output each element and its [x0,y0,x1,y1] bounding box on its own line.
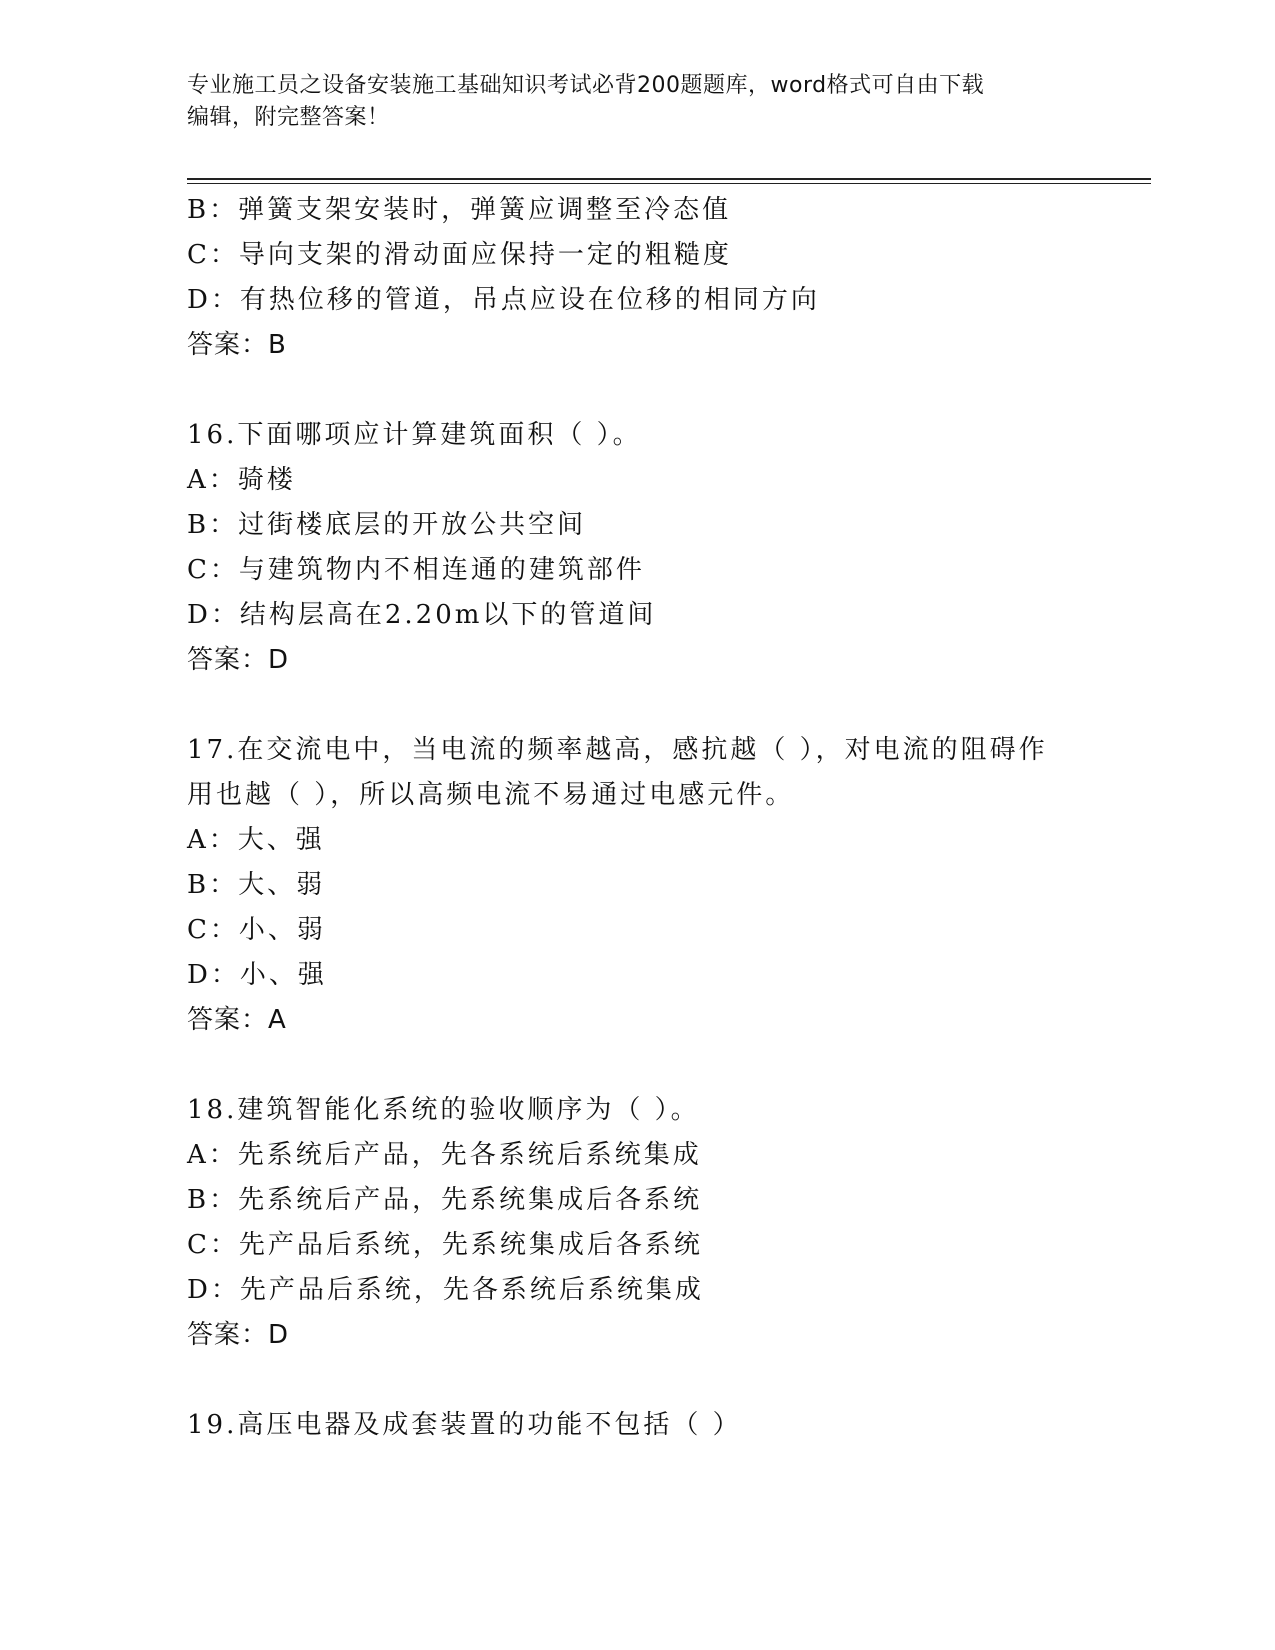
option-c: C：先产品后系统，先系统集成后各系统 [187,1230,703,1260]
question-18 [187,1088,1151,1358]
option-b: B：弹簧支架安装时，弹簧应调整至冷态值 [187,195,732,225]
option-b: B：大、弱 [187,870,326,900]
question-stem: 16.下面哪项应计算建筑面积（ ）。 [187,420,642,450]
spacer [187,1358,1151,1403]
option-c: C：小、弱 [187,915,326,945]
option-a: A：骑楼 [187,465,296,495]
header-title-line-1: 专业施工员之设备安装施工基础知识考试必背200题题库，word格式可自由下载 [187,73,985,98]
question-15-continued [187,188,1151,368]
option-c: C：与建筑物内不相连通的建筑部件 [187,555,645,585]
header-title-line-2: 编辑，附完整答案！ [187,105,390,130]
question-content [187,188,1151,1448]
option-b: B：先系统后产品，先系统集成后各系统 [187,1185,703,1215]
question-17 [187,728,1151,1043]
answer-line: 答案：B [187,330,287,360]
spacer [187,1043,1151,1088]
option-d: D：有热位移的管道，吊点应设在位移的相同方向 [187,285,820,315]
option-a: A：先系统后产品，先各系统后系统集成 [187,1140,702,1170]
option-d: D：结构层高在2.20m以下的管道间 [187,600,657,630]
option-d: D：小、强 [187,960,327,990]
question-stem: 19.高压电器及成套装置的功能不包括（ ） [187,1410,742,1440]
header-divider-thick [187,178,1151,180]
option-d: D：先产品后系统，先各系统后系统集成 [187,1275,704,1305]
spacer [187,368,1151,413]
answer-line: 答案：A [187,1005,287,1035]
question-16 [187,413,1151,683]
question-stem: 17.在交流电中，当电流的频率越高，感抗越（ ），对电流的阻碍作 [187,735,1048,765]
answer-line: 答案：D [187,1320,290,1350]
option-b: B：过街楼底层的开放公共空间 [187,510,587,540]
page-header [187,70,1067,134]
answer-line: 答案：D [187,645,290,675]
question-stem-continued: 用也越（ ），所以高频电流不易通过电感元件。 [187,780,795,810]
option-a: A：大、强 [187,825,325,855]
question-stem: 18.建筑智能化系统的验收顺序为（ ）。 [187,1095,700,1125]
spacer [187,683,1151,728]
option-c: C：导向支架的滑动面应保持一定的粗糙度 [187,240,732,270]
header-divider-thin [187,183,1151,184]
question-19 [187,1403,1151,1448]
